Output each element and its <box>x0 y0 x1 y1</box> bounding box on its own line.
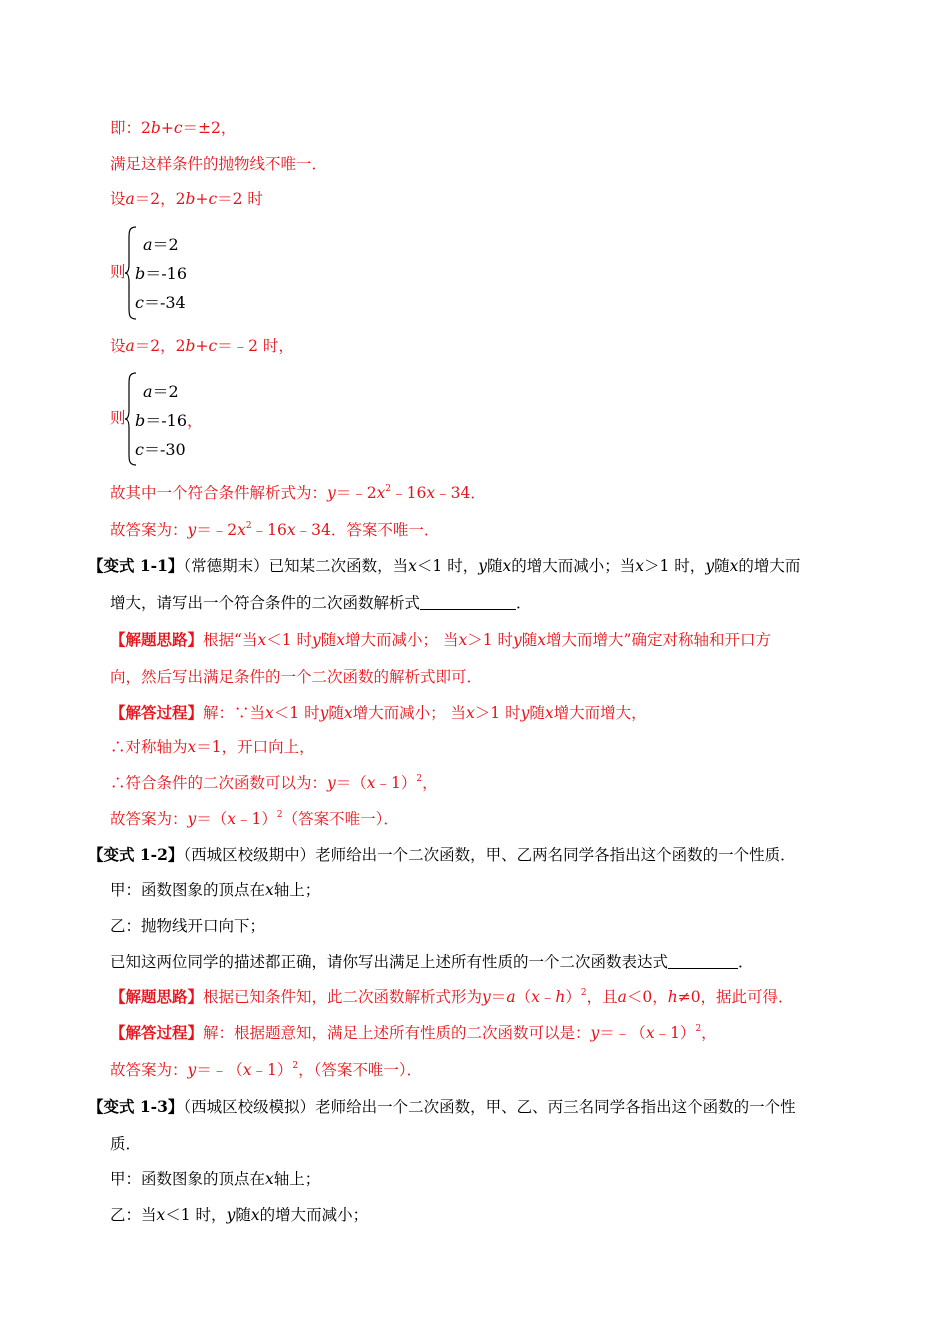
v13-yi: 乙：当x＜1 时，y随x的增大而减小； <box>110 1206 369 1224</box>
v11-question-line-2: 增大，请写出一个符合条件的二次函数解析式 ． <box>110 594 532 612</box>
sys1-row-c: c＝-34 <box>135 293 186 312</box>
v13-jia: 甲：函数图象的顶点在x轴上； <box>110 1170 321 1188</box>
sol-line-3: 设a＝2，2b+c＝2 时 <box>110 190 263 208</box>
sys2-row-b: b＝-16， <box>135 411 204 430</box>
v11-answer: 故答案为：y＝（x﹣1）$^2$（答案不唯一）． <box>110 810 399 828</box>
v13-question-line-2: 质． <box>110 1135 142 1153</box>
answer-blank-2[interactable] <box>668 953 738 969</box>
v12-jia: 甲：函数图象的顶点在x轴上； <box>110 881 321 899</box>
v11-idea-line-1: 【解题思路】根据“当x＜1 时y随x增大而减小； 当x＞1 时y随x增大而增大”确定对称轴和开口方 <box>110 630 771 649</box>
v12-answer: 故答案为：y＝﹣（x﹣1）$^2$，（答案不唯一）． <box>110 1061 423 1079</box>
v11-proc-line-1: 【解答过程】解：∵当x＜1 时y随x增大而减小； 当x＞1 时y随x增大而增大， <box>110 703 647 722</box>
answer-blank-1[interactable] <box>420 594 516 610</box>
v13-question-line-1: 【变式 1-3】（西城区校级模拟）老师给出一个二次函数，甲、乙、丙三名同学各指出这个函数的一个性 <box>88 1097 796 1116</box>
sys1-row-b: b＝-16 <box>135 264 188 283</box>
sys1-row-a: a＝2 <box>143 235 179 254</box>
v11-question-line-1: 【变式 1-1】（常德期末）已知某二次函数，当x＜1 时，y随x的增大而减小；当x＞1 时，y随x的增大而 <box>88 556 801 575</box>
v11-proc-line-2: ∴对称轴为x＝1，开口向上， <box>110 738 315 756</box>
sys2-row-c: c＝-30 <box>135 440 186 459</box>
v12-question: 【变式 1-2】（西城区校级期中）老师给出一个二次函数，甲、乙两名同学各指出这个函数的一个性质． <box>88 845 796 864</box>
v12-proc: 【解答过程】解：根据题意知，满足上述所有性质的二次函数可以是：y＝﹣（x﹣1）$^2$， <box>110 1023 717 1042</box>
v12-yi: 乙：抛物线开口向下； <box>110 917 266 935</box>
then-label-1: 则 <box>110 263 126 281</box>
v12-ask: 已知这两位同学的描述都正确，请你写出满足上述所有性质的一个二次函数表达式 ． <box>110 953 754 971</box>
sol-line-4: 设a＝2，2b+c＝﹣2 时， <box>110 337 294 355</box>
then-label-2: 则 <box>110 409 126 427</box>
v12-idea: 【解题思路】根据已知条件知，此二次函数解析式形为y＝a（x﹣h）$^2$，且a＜0，h≠0，据此可得． <box>110 987 794 1006</box>
sol-line-5: 故其中一个符合条件解析式为：$y=﹣2x^2﹣16x﹣34$． <box>110 484 486 502</box>
sys2-row-a: a＝2 <box>143 382 179 401</box>
sol-line-2: 满足这样条件的抛物线不唯一． <box>110 155 328 173</box>
sol-line-1: 即：2b+c＝±2， <box>110 119 237 137</box>
v11-proc-line-3: ∴符合条件的二次函数可以为：y＝（x﹣1）$^2$， <box>110 774 438 792</box>
v11-idea-line-2: 向，然后写出满足条件的一个二次函数的解析式即可． <box>110 668 483 686</box>
sol-line-6: 故答案为：$y=﹣2x^2﹣16x﹣34$．答案不唯一． <box>110 521 440 539</box>
